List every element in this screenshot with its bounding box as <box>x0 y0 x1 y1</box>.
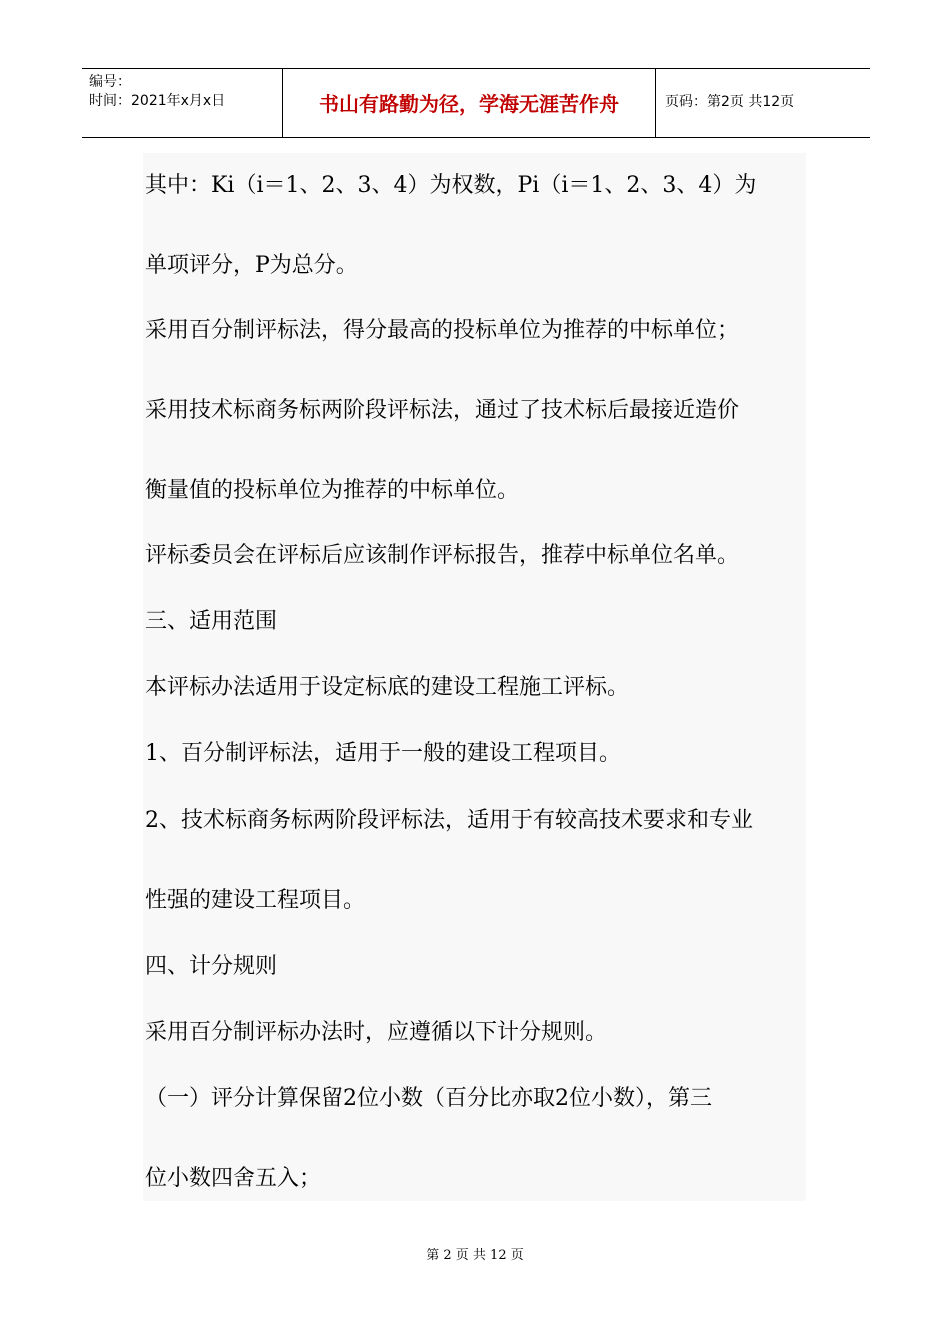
header-meta-cell <box>82 69 282 137</box>
body-line: 其中：Ki（i＝1、2、3、4）为权数，Pi（i＝1、2、3、4）为 <box>145 173 757 198</box>
header-page-info: 页码：第2页 共12页 <box>665 94 795 110</box>
section-heading: 三、适用范围 <box>145 609 278 634</box>
body-line: 衡量值的投标单位为推荐的中标单位。 <box>145 478 520 503</box>
body-line: 采用技术标商务标两阶段评标法，通过了技术标后最接近造价 <box>145 398 740 423</box>
body-line: 位小数四舍五入； <box>145 1166 322 1191</box>
body-line: 采用百分制评标法，得分最高的投标单位为推荐的中标单位； <box>145 318 740 343</box>
body-line: 2、技术标商务标两阶段评标法，适用于有较高技术要求和专业 <box>145 808 753 833</box>
body-line: 本评标办法适用于设定标底的建设工程施工评标。 <box>145 675 630 700</box>
header-motto-cell <box>282 69 656 137</box>
body-line: 性强的建设工程项目。 <box>145 888 366 913</box>
document-code-label: 编号： <box>89 74 131 90</box>
body-line: （一）评分计算保留2位小数（百分比亦取2位小数），第三 <box>145 1086 712 1111</box>
header-page-cell <box>655 69 870 137</box>
document-date: 时间：2021年x月x日 <box>89 93 226 109</box>
section-heading: 四、计分规则 <box>145 954 278 979</box>
body-line: 采用百分制评标办法时，应遵循以下计分规则。 <box>145 1020 608 1045</box>
body-line: 单项评分，P为总分。 <box>145 253 358 278</box>
header-motto: 书山有路勤为径，学海无涯苦作舟 <box>319 92 619 116</box>
body-line: 1、百分制评标法，适用于一般的建设工程项目。 <box>145 741 621 766</box>
body-line: 评标委员会在评标后应该制作评标报告，推荐中标单位名单。 <box>145 543 740 568</box>
page-header <box>82 68 870 138</box>
page-footer: 第 2 页 共 12 页 <box>426 1248 524 1263</box>
